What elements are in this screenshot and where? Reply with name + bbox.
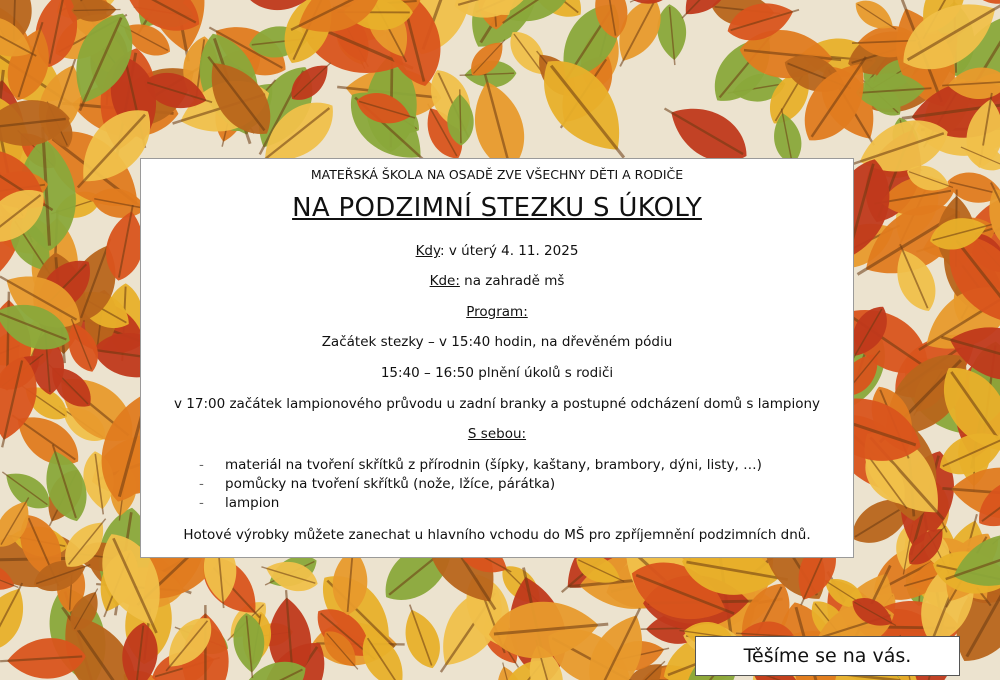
program-item-start: Začátek stezky – v 15:40 hodin, na dřevěném pódiu xyxy=(321,334,673,350)
list-item-text: lampion xyxy=(225,495,280,511)
program-label: Program: xyxy=(466,304,528,320)
list-dash: - xyxy=(199,457,204,473)
list-dash: - xyxy=(199,476,204,492)
leaf-shape xyxy=(395,599,448,673)
when-value: : v úterý 4. 11. 2025 xyxy=(440,243,579,259)
list-item-text: pomůcky na tvoření skřítků (nože, lžíce, párátka) xyxy=(225,476,556,492)
when-line xyxy=(141,243,853,259)
list-item xyxy=(199,457,762,476)
list-item xyxy=(199,476,762,495)
invitation-header: MATEŘSKÁ ŠKOLA NA OSADĚ ZVE VŠECHNY DĚTI A RODIČE xyxy=(310,167,684,182)
program-item-tasks: 15:40 – 16:50 plnění úkolů s rodiči xyxy=(380,365,614,381)
program-item-lantern-parade: v 17:00 začátek lampionového průvodu u zadní branky a postupné odcházení domů s lampiony xyxy=(173,396,820,412)
bring-list xyxy=(199,457,762,514)
invitation-title: NA PODZIMNÍ STEZKU S ÚKOLY xyxy=(292,193,702,223)
where-value: na zahradě mš xyxy=(459,273,565,289)
list-dash: - xyxy=(199,495,204,511)
bring-label: S sebou: xyxy=(467,426,527,442)
list-item-text: materiál na tvoření skřítků z přírodnin (šípky, kaštany, brambory, dýni, listy, …) xyxy=(225,457,762,473)
list-item xyxy=(199,495,762,514)
where-label: Kde: xyxy=(429,273,460,289)
when-label: Kdy xyxy=(415,243,441,259)
closing-note: Hotové výrobky můžete zanechat u hlavního vchodu do MŠ pro zpříjemnění podzimních dnů. xyxy=(183,527,811,543)
footer-greeting: Těšíme se na vás. xyxy=(695,636,960,676)
invitation-card xyxy=(140,158,854,558)
where-line xyxy=(141,273,853,289)
